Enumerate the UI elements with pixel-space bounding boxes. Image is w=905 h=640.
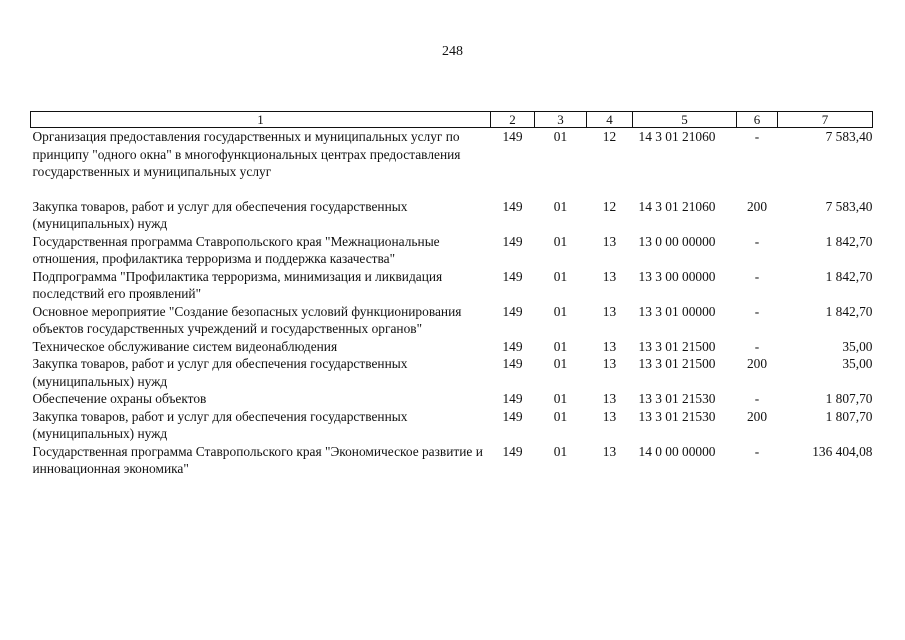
table-row xyxy=(31,408,873,443)
row-pr: 13 xyxy=(602,233,617,249)
row-sum: 7 583,40 xyxy=(825,129,873,144)
row-vr: 200 xyxy=(746,408,768,424)
row-rz: 01 xyxy=(553,198,568,214)
row-name: Закупка товаров, работ и услуг для обеспечения государственных (муниципальных) нужд xyxy=(32,198,408,231)
budget-table xyxy=(30,111,873,478)
row-ved: 149 xyxy=(502,338,523,354)
row-ved: 149 xyxy=(502,198,523,214)
row-sum: 1 807,70 xyxy=(825,408,873,424)
table-row xyxy=(31,128,873,181)
row-csr: 13 3 00 00000 xyxy=(638,268,716,284)
row-name: Государственная программа Ставропольского края "Экономическое развитие и инновационная экономика" xyxy=(32,443,483,476)
table-row xyxy=(31,233,873,268)
header-col-4: 4 xyxy=(587,112,633,128)
header-col-2: 2 xyxy=(491,112,535,128)
row-rz: 01 xyxy=(553,129,568,144)
row-csr: 13 3 01 21500 xyxy=(638,356,716,371)
row-rz: 01 xyxy=(553,356,568,371)
row-pr: 13 xyxy=(602,356,617,371)
row-vr: 200 xyxy=(746,198,768,214)
row-pr: 13 xyxy=(602,443,617,459)
row-vr: - xyxy=(754,443,760,459)
row-ved: 149 xyxy=(502,303,523,319)
row-vr: - xyxy=(754,391,760,406)
row-pr: 13 xyxy=(602,303,617,319)
row-name: Закупка товаров, работ и услуг для обеспечения государственных (муниципальных) нужд xyxy=(32,408,408,441)
row-name: Подпрограмма "Профилактика терроризма, минимизация и ликвидация последствий его проявлений" xyxy=(32,268,443,301)
row-sum: 1 842,70 xyxy=(825,268,873,284)
row-csr: 13 3 01 00000 xyxy=(638,303,716,319)
header-row xyxy=(31,112,873,128)
row-sum: 136 404,08 xyxy=(812,443,873,459)
row-name: Обеспечение охраны объектов xyxy=(32,391,207,406)
row-sum: 35,00 xyxy=(842,338,873,354)
row-name: Закупка товаров, работ и услуг для обеспечения государственных (муниципальных) нужд xyxy=(32,356,408,389)
row-ved: 149 xyxy=(502,233,523,249)
row-vr: - xyxy=(754,303,760,319)
row-csr: 13 3 01 21530 xyxy=(638,391,716,406)
header-col-7: 7 xyxy=(778,112,873,128)
header-col-1: 1 xyxy=(31,112,491,128)
row-name: Основное мероприятие "Создание безопасных условий функционирования объектов государственных учреждений и государственных органов" xyxy=(32,303,462,336)
page-number: 248 xyxy=(442,44,463,59)
row-ved: 149 xyxy=(502,268,523,284)
row-sum: 1 807,70 xyxy=(825,391,873,406)
row-csr: 14 3 01 21060 xyxy=(638,198,716,214)
row-rz: 01 xyxy=(553,338,568,354)
row-csr: 14 3 01 21060 xyxy=(638,129,716,144)
row-sum: 1 842,70 xyxy=(825,233,873,249)
header-col-3: 3 xyxy=(535,112,587,128)
row-ved: 149 xyxy=(502,408,523,424)
table-row xyxy=(31,355,873,390)
row-sum: 7 583,40 xyxy=(825,198,873,214)
row-pr: 12 xyxy=(602,129,617,144)
row-pr: 13 xyxy=(602,268,617,284)
row-csr: 13 3 01 21530 xyxy=(638,408,716,424)
row-ved: 149 xyxy=(502,356,523,371)
row-vr: - xyxy=(754,268,760,284)
row-rz: 01 xyxy=(553,408,568,424)
row-rz: 01 xyxy=(553,303,568,319)
row-csr: 14 0 00 00000 xyxy=(638,443,716,459)
row-pr: 13 xyxy=(602,408,617,424)
header-col-5: 5 xyxy=(633,112,737,128)
table-row xyxy=(31,390,873,408)
row-vr: - xyxy=(754,233,760,249)
row-rz: 01 xyxy=(553,268,568,284)
row-rz: 01 xyxy=(553,443,568,459)
table-row xyxy=(31,338,873,356)
table-header xyxy=(31,112,873,128)
row-name: Техническое обслуживание систем видеонаблюдения xyxy=(32,338,338,354)
row-pr: 13 xyxy=(602,338,617,354)
row-ved: 149 xyxy=(502,129,523,144)
table-row xyxy=(31,268,873,303)
row-name: Организация предоставления государственных и муниципальных услуг по принципу "одного окна" в многофункциональных центрах предоставления государственных и муниципальных услуг xyxy=(32,129,461,179)
row-vr: 200 xyxy=(746,356,768,371)
header-col-6: 6 xyxy=(737,112,778,128)
row-rz: 01 xyxy=(553,233,568,249)
row-pr: 13 xyxy=(602,391,617,406)
row-spacer xyxy=(31,181,873,198)
table-row xyxy=(31,303,873,338)
table-row xyxy=(31,198,873,233)
row-name: Государственная программа Ставропольского края "Межнациональные отношения, профилактика терроризма и поддержка казачества" xyxy=(32,233,440,266)
row-pr: 12 xyxy=(602,198,617,214)
table-body xyxy=(31,128,873,478)
row-vr: - xyxy=(754,129,760,144)
table-row xyxy=(31,443,873,478)
row-rz: 01 xyxy=(553,391,568,406)
row-ved: 149 xyxy=(502,391,523,406)
row-ved: 149 xyxy=(502,443,523,459)
row-csr: 13 0 00 00000 xyxy=(638,233,716,249)
row-vr: - xyxy=(754,338,760,354)
row-sum: 35,00 xyxy=(842,356,873,371)
row-csr: 13 3 01 21500 xyxy=(638,338,716,354)
row-sum: 1 842,70 xyxy=(825,303,873,319)
